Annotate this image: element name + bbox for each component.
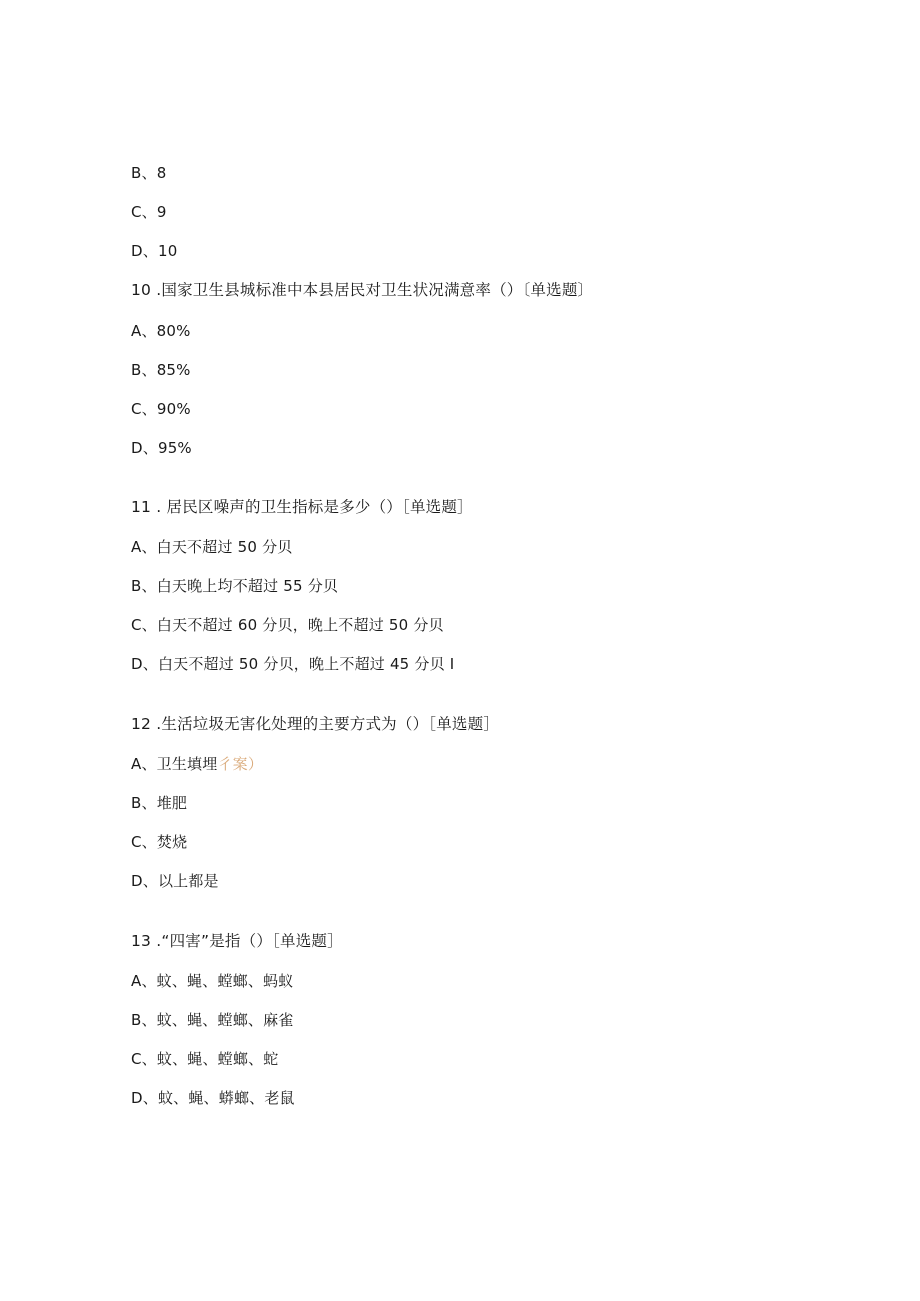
question-11-option-b: B、白天晚上均不超过 55 分贝 — [131, 577, 339, 595]
option-c: C、9 — [131, 203, 167, 221]
question-13-option-b: B、蚊、蝇、螳螂、麻雀 — [131, 1011, 294, 1029]
question-12-option-c: C、焚烧 — [131, 833, 188, 851]
option-b: B、8 — [131, 164, 167, 182]
question-10-option-c: C、90% — [131, 400, 191, 418]
question-10: 10 .国家卫生县城标准中本县居民对卫生状况满意率（）〔单选题〕 — [131, 281, 594, 299]
question-13-option-a: A、蚊、蝇、螳螂、蚂蚁 — [131, 972, 294, 990]
question-12-option-b: B、堆肥 — [131, 794, 188, 812]
question-11-option-a: A、白天不超过 50 分贝 — [131, 538, 293, 556]
question-13-option-d: D、蚊、蝇、蟒螂、老鼠 — [131, 1089, 295, 1107]
question-10-option-b: B、85% — [131, 361, 191, 379]
question-13-option-c: C、蚊、蝇、螳螂、蛇 — [131, 1050, 279, 1068]
answer-mark: 彳案） — [217, 755, 264, 773]
option-text: A、卫生填埋 — [131, 755, 218, 773]
question-12-option-a — [131, 754, 263, 774]
question-10-option-a: A、80% — [131, 322, 191, 340]
question-11: 11 . 居民区噪声的卫生指标是多少（）［单选题］ — [131, 498, 473, 516]
question-13: 13 .“四害”是指（）［单选题］ — [131, 932, 343, 950]
option-d: D、10 — [131, 242, 178, 260]
question-11-option-c: C、白天不超过 60 分贝，晚上不超过 50 分贝 — [131, 616, 444, 634]
question-12-option-d: D、以上都是 — [131, 872, 219, 890]
question-10-option-d: D、95% — [131, 439, 192, 457]
question-11-option-d: D、白天不超过 50 分贝，晚上不超过 45 分贝 I — [131, 655, 455, 673]
question-12: 12 .生活垃圾无害化处理的主要方式为（）［单选题］ — [131, 715, 500, 733]
